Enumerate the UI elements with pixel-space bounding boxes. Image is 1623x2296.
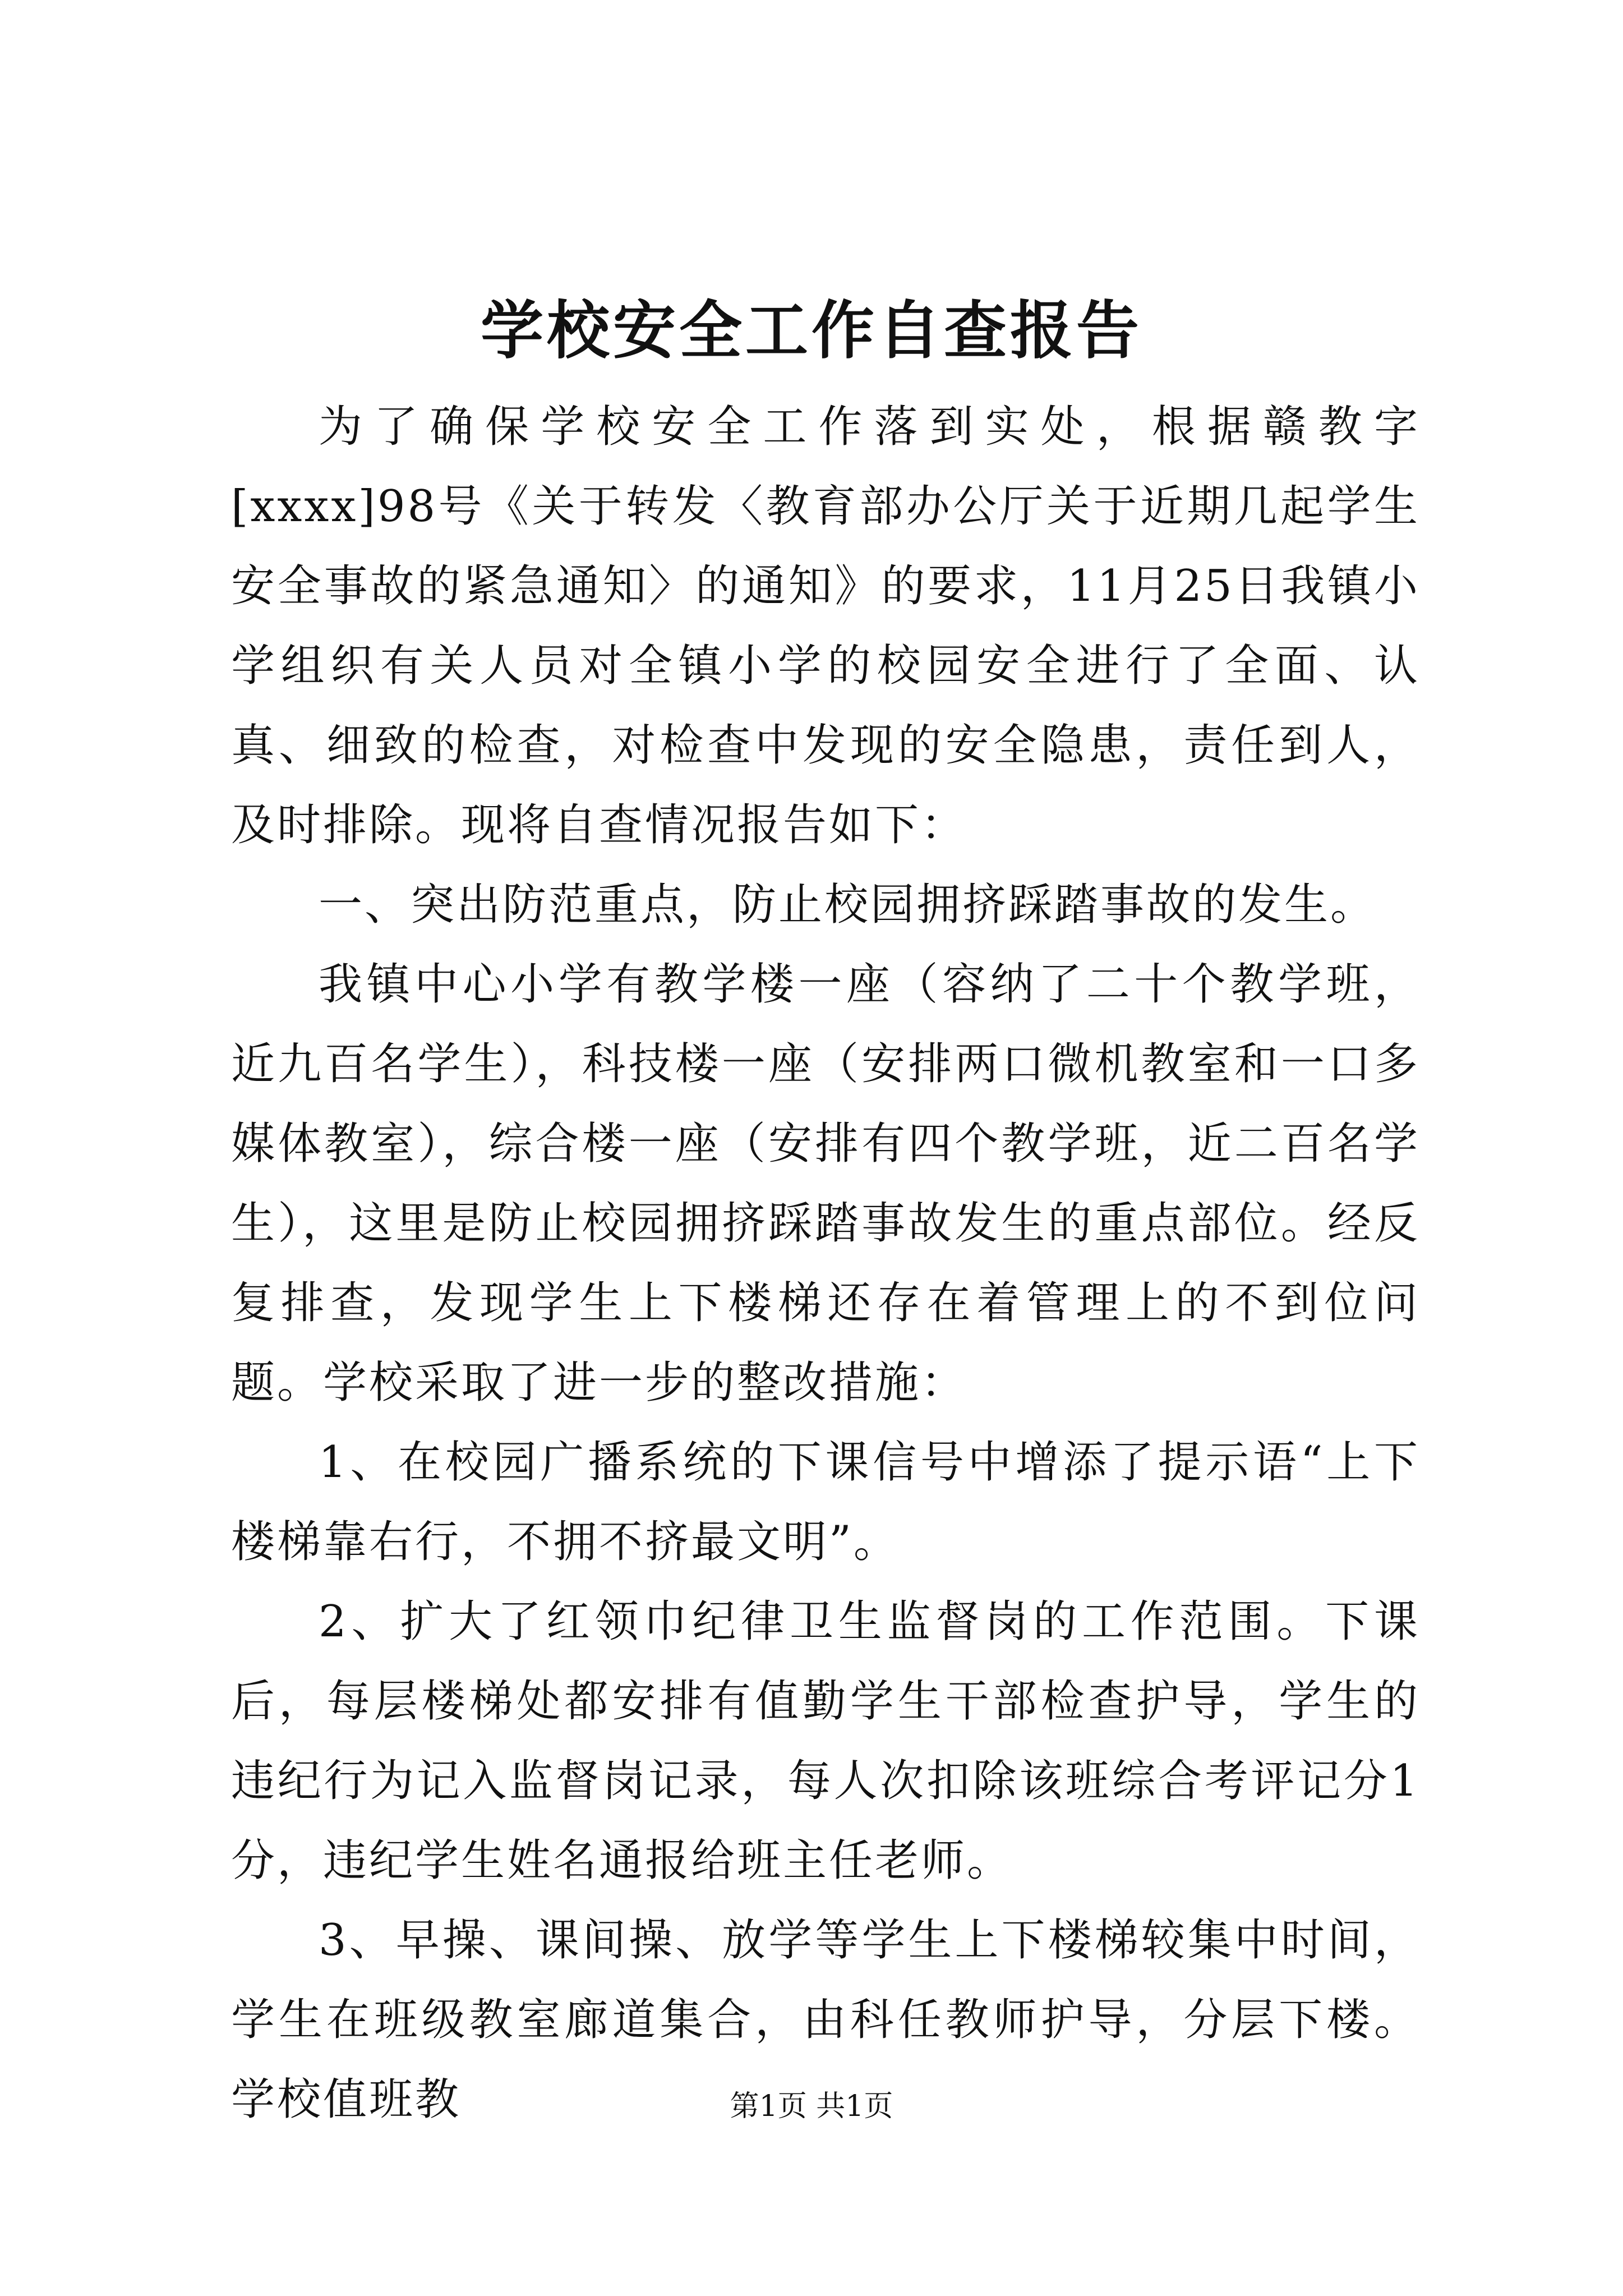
- paragraph-intro: 为了确保学校安全工作落到实处，根据赣教字[xxxx]98号《关于转发〈教育部办公厅关于近期几起学生安全事故的紧急通知〉的通知》的要求，11月25日我镇小学组织有关人员对全镇小学的校园安全进行了全面、认真、细致的检查，对检查中发现的安全隐患，责任到人，及时排除。现将自查情况报告如下：: [231, 402, 1420, 850]
- measure-item-1: 1、在校园广播系统的下课信号中增添了提示语“上下楼梯靠右行，不拥不挤最文明”。: [231, 1437, 1420, 1567]
- measure-item-2: 2、扩大了红领巾纪律卫生监督岗的工作范围。下课后，每层楼梯处都安排有值勤学生干部检查护导，学生的违纪行为记入监督岗记录，每人次扣除该班综合考评记分1分，违纪学生姓名通报给班主任老师。: [231, 1596, 1420, 1886]
- document-body: [231, 387, 1420, 2139]
- document-title: 学校安全工作自查报告: [481, 294, 1142, 367]
- section-heading-1: 一、突出防范重点，防止校园拥挤踩踏事故的发生。: [319, 880, 1377, 930]
- measure-item-3: 3、早操、课间操、放学等学生上下楼梯较集中时间，学生在班级教室廊道集合，由科任教师护导，分层下楼。学校值班教: [231, 1915, 1420, 2125]
- paragraph-buildings: 我镇中心小学有教学楼一座（容纳了二十个教学班，近九百名学生），科技楼一座（安排两口微机教室和一口多媒体教室），综合楼一座（安排有四个教学班，近二百名学生），这里是防止校园拥挤踩踏事故发生的重点部位。经反复排查，发现学生上下楼梯还存在着管理上的不到位问题。学校采取了进一步的整改措施：: [231, 959, 1420, 1408]
- page-number-footer: 第1页 共1页: [730, 2090, 893, 2123]
